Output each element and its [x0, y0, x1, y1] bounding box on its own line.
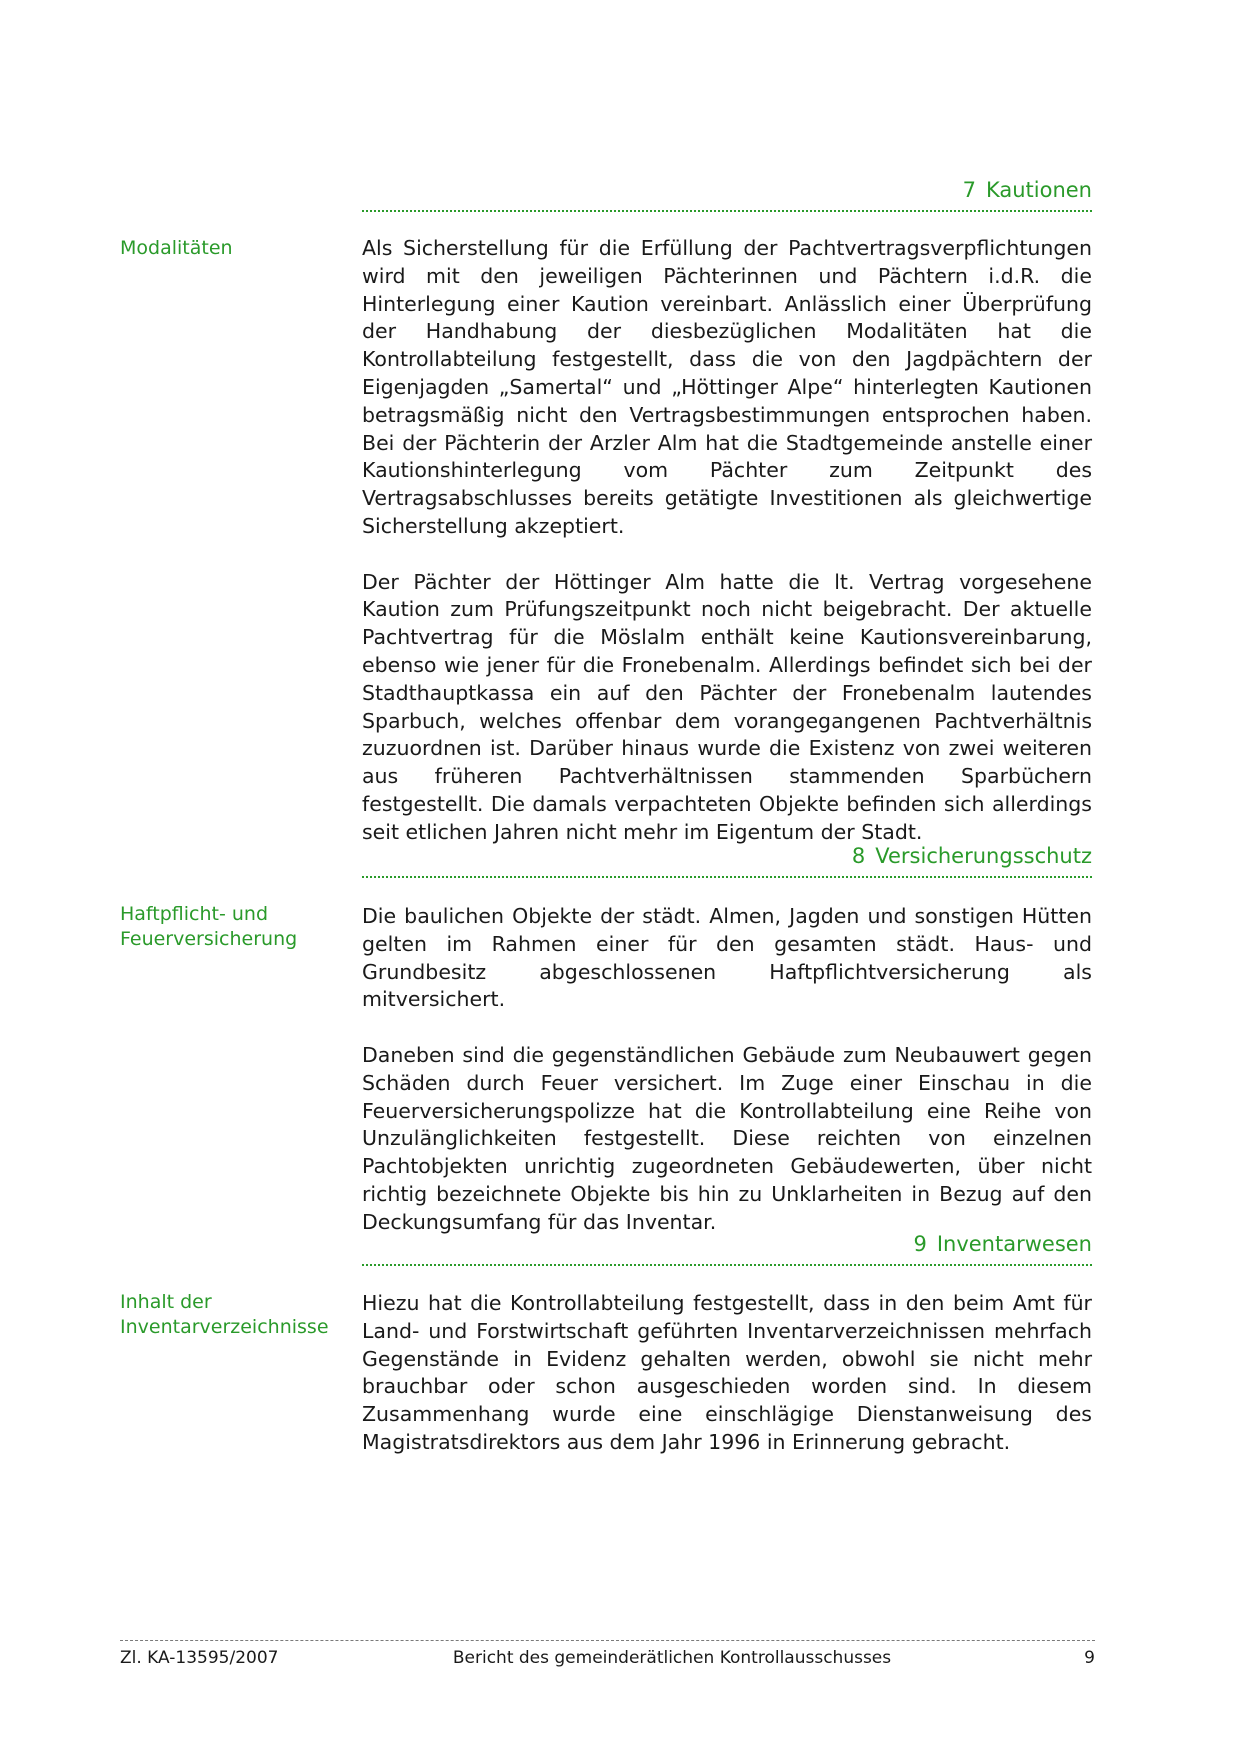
section-body-kautionen — [362, 235, 1092, 874]
paragraph: Daneben sind die gegenständlichen Gebäude zum Neubauwert gegen Schäden durch Feuer versichert. Im Zuge einer Einschau in die Feuerversicherungspolizze hat die Kontrollabteilung eine Reihe von Unzulänglichkeiten festgestellt. Diese reichten von einzelnen Pachtobjekten unrichtig zugeordneten Gebäudewerten, über nicht richtig bezeichnete Objekte bis hin zu Unklarheiten in Bezug auf den Deckungsumfang für das Inventar. — [362, 1042, 1092, 1234]
section-number: 9 — [913, 1232, 927, 1256]
section-heading-inventarwesen — [362, 1230, 1092, 1266]
margin-note-modalitaeten: Modalitäten — [120, 237, 233, 259]
section-body-inventarwesen — [362, 1290, 1092, 1485]
margin-note-haftpflicht: Haftpflicht- und Feuerversicherung — [120, 903, 298, 950]
paragraph: Der Pächter der Höttinger Alm hatte die lt. Vertrag vorgesehene Kaution zum Prüfungszeitpunkt noch nicht beigebracht. Der aktuelle Pachtvertrag für die Möslalm enthält keine Kautionsvereinbarung, ebenso wie jener für die Fronebenalm. Allerdings befindet sich bei der Stadthauptkassa ein auf den Pächter der Fronebenalm lautendes Sparbuch, welches offenbar dem vorangegangenen Pachtverhältnis zuzuordnen ist. Darüber hinaus wurde die Existenz von zwei weiteren aus früheren Pachtverhältnissen stammenden Sparbüchern festgestellt. Die damals verpachteten Objekte befinden sich allerdings seit etlichen Jahren nicht mehr im Eigentum der Stadt. — [362, 569, 1092, 844]
section-heading-kautionen — [362, 176, 1092, 212]
section-title: Inventarwesen — [936, 1232, 1092, 1256]
section-title: Kautionen — [985, 178, 1092, 202]
paragraph: Hiezu hat die Kontrollabteilung festgestellt, dass in den beim Amt für Land- und Forstwirtschaft geführten Inventarverzeichnissen mehrfach Gegenstände in Evidenz gehalten werden, obwohl sie nicht mehr brauchbar oder schon ausgeschieden worden sind. In diesem Zusammenhang wurde eine einschlägige Dienstanweisung des Magistratsdirektors aus dem Jahr 1996 in Erinnerung gebracht. — [362, 1291, 1092, 1454]
paragraph: Als Sicherstellung für die Erfüllung der Pachtvertragsverpflichtungen wird mit den jeweiligen Pächterinnen und Pächtern i.d.R. die Hinterlegung einer Kaution vereinbart. Anlässlich einer Überprüfung der Handhabung der diesbezüglichen Modalitäten hat die Kontrollabteilung festgestellt, dass die von den Jagdpächtern der Eigenjagden „Samertal“ und „Höttinger Alpe“ hinterlegten Kautionen betragsmäßig nicht den Vertragsbestimmungen entsprochen haben. Bei der Pächterin der Arzler Alm hat die Stadtgemeinde anstelle einer Kautionshinterlegung vom Pächter zum Zeitpunkt des Vertragsabschlusses bereits getätigte Investitionen als gleichwertige Sicherstellung akzeptiert. — [362, 236, 1092, 538]
footer-reference: Zl. KA-13595/2007 — [120, 1648, 279, 1668]
footer-divider — [120, 1640, 1095, 1641]
margin-note-inventarverzeichnisse: Inhalt der Inventarverzeichnisse — [120, 1291, 329, 1338]
footer-report-title: Bericht des gemeinderätlichen Kontrollausschusses — [452, 1648, 892, 1668]
page-number: 9 — [1084, 1648, 1095, 1668]
section-title: Versicherungsschutz — [875, 844, 1092, 868]
section-heading-versicherungsschutz — [362, 842, 1092, 878]
section-body-versicherungsschutz — [362, 903, 1092, 1264]
paragraph: Die baulichen Objekte der städt. Almen, Jagden und sonstigen Hütten gelten im Rahmen einer für den gesamten städt. Haus- und Grundbesitz abgeschlossenen Haftpflichtversicherung als mitversichert. — [362, 904, 1092, 1012]
section-number: 7 — [962, 178, 976, 202]
section-number: 8 — [851, 844, 866, 868]
